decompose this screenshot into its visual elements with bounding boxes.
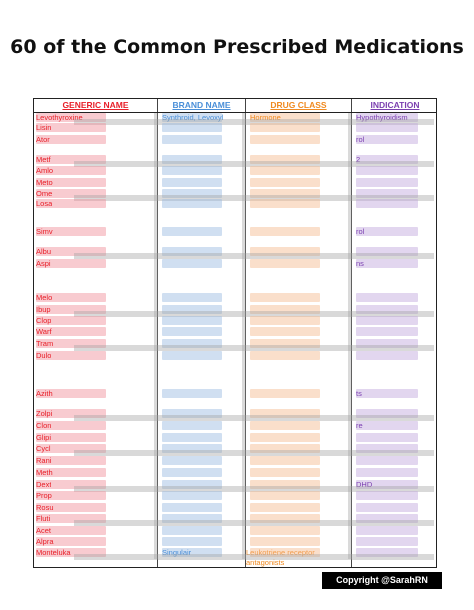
redaction-blur [356, 526, 418, 535]
redaction-blur [356, 259, 418, 268]
indication-cell: rol [356, 135, 365, 144]
redaction-blur [250, 259, 320, 268]
redaction-strip [348, 113, 352, 559]
redaction-blur [356, 537, 418, 546]
redaction-blur [250, 389, 320, 398]
generic-name-cell: Clon [36, 421, 52, 430]
header-generic-name: GENERIC NAME [62, 100, 129, 110]
drug-class-line-1: Leukotriene receptor [246, 548, 315, 557]
generic-name-cell: Ibup [36, 305, 51, 314]
redaction-blur [162, 503, 222, 512]
redaction-blur [162, 389, 222, 398]
redaction-strip [242, 113, 246, 559]
redaction-blur [250, 316, 320, 325]
redaction-blur [250, 537, 320, 546]
redaction-blur [162, 526, 222, 535]
redaction-blur [162, 456, 222, 465]
redaction-blur [356, 135, 418, 144]
generic-name-cell: Losa [36, 199, 53, 208]
redaction-blur [356, 199, 418, 208]
indication-cell: Hypothyroidism [356, 113, 408, 122]
redaction-blur [250, 421, 320, 430]
indication-cell: ns [356, 259, 364, 268]
redaction-blur [162, 316, 222, 325]
generic-name-cell: Melo [36, 293, 53, 302]
generic-name-cell: Metf [36, 155, 51, 164]
redaction-blur [250, 468, 320, 477]
redaction-blur [162, 421, 222, 430]
indication-cell: re [356, 421, 363, 430]
header-indication: INDICATION [370, 100, 420, 110]
header-brand-name: BRAND NAME [172, 100, 231, 110]
generic-name-cell: Albu [36, 247, 52, 256]
header-drug-class: DRUG CLASS [270, 100, 327, 110]
copyright-badge: Copyright @SarahRN [322, 572, 442, 589]
redaction-blur [162, 351, 222, 360]
redaction-blur [250, 166, 320, 175]
redaction-blur [162, 433, 222, 442]
generic-name-cell: Meto [36, 178, 53, 187]
redaction-blur [250, 351, 320, 360]
redaction-blur [250, 456, 320, 465]
redaction-blur [162, 123, 222, 132]
redaction-blur [162, 199, 222, 208]
redaction-blur [356, 503, 418, 512]
generic-name-cell: Simv [36, 227, 53, 236]
drug-class-cell: Hormone [250, 113, 281, 122]
redaction-blur [250, 327, 320, 336]
generic-name-cell: Meth [36, 468, 53, 477]
generic-name-cell: Warf [36, 327, 52, 336]
redaction-blur [162, 327, 222, 336]
medications-table [33, 98, 437, 568]
redaction-blur [250, 526, 320, 535]
redaction-blur [250, 293, 320, 302]
generic-name-cell: Cycl [36, 444, 51, 453]
redaction-blur [162, 293, 222, 302]
redaction-bar [74, 554, 434, 560]
redaction-blur [250, 199, 320, 208]
redaction-blur [356, 316, 418, 325]
redaction-blur [356, 351, 418, 360]
redaction-blur [250, 503, 320, 512]
generic-name-cell: Ome [36, 189, 53, 198]
generic-name-cell: Dulo [36, 351, 52, 360]
generic-name-cell: Dext [36, 480, 52, 489]
indication-cell: 2 [356, 155, 361, 164]
redaction-blur [356, 456, 418, 465]
redaction-blur [162, 259, 222, 268]
generic-name-cell: Levothyroxine [36, 113, 83, 122]
generic-name-cell: Prop [36, 491, 52, 500]
generic-name-cell: Rani [36, 456, 52, 465]
redaction-blur [356, 468, 418, 477]
redaction-blur [356, 166, 418, 175]
drug-class-line-2: antagonists [246, 558, 285, 567]
indication-cell: DHD [356, 480, 373, 489]
generic-name-cell: Fluti [36, 514, 51, 523]
generic-name-cell: Glipi [36, 433, 52, 442]
generic-name-cell: Acet [36, 526, 52, 535]
generic-name-cell: Alpra [36, 537, 54, 546]
generic-name-cell: Tram [36, 339, 54, 348]
redaction-blur [356, 293, 418, 302]
redaction-blur [162, 227, 222, 236]
generic-name-cell: Zolpi [36, 409, 53, 418]
page-title: 60 of the Common Prescribed Medications [10, 36, 464, 58]
redaction-blur [356, 123, 418, 132]
redaction-blur [250, 491, 320, 500]
redaction-blur [250, 227, 320, 236]
redaction-blur [162, 166, 222, 175]
generic-name-cell: Azith [36, 389, 53, 398]
redaction-blur [356, 421, 418, 430]
redaction-blur [250, 135, 320, 144]
generic-name-cell: Ator [36, 135, 50, 144]
redaction-blur [356, 327, 418, 336]
redaction-blur [356, 433, 418, 442]
redaction-blur [250, 433, 320, 442]
redaction-blur [250, 123, 320, 132]
brand-name-cell: Synthroid, Levoxyl [162, 113, 224, 122]
generic-name-cell: Aspi [36, 259, 51, 268]
redaction-blur [356, 227, 418, 236]
generic-name-cell: Monteluka [36, 548, 71, 557]
redaction-blur [250, 178, 320, 187]
redaction-blur [162, 468, 222, 477]
generic-name-cell: Rosu [36, 503, 54, 512]
generic-name-cell: Clop [36, 316, 52, 325]
redaction-blur [162, 178, 222, 187]
redaction-blur [356, 389, 418, 398]
brand-name-cell: Singulair [162, 548, 192, 557]
redaction-strip [154, 113, 158, 559]
generic-name-cell: Amlo [36, 166, 54, 175]
redaction-blur [356, 491, 418, 500]
redaction-blur [356, 178, 418, 187]
redaction-blur [162, 135, 222, 144]
generic-name-cell: Lisin [36, 123, 52, 132]
redaction-blur [162, 491, 222, 500]
indication-cell: ts [356, 389, 362, 398]
redaction-blur [162, 537, 222, 546]
indication-cell: rol [356, 227, 365, 236]
